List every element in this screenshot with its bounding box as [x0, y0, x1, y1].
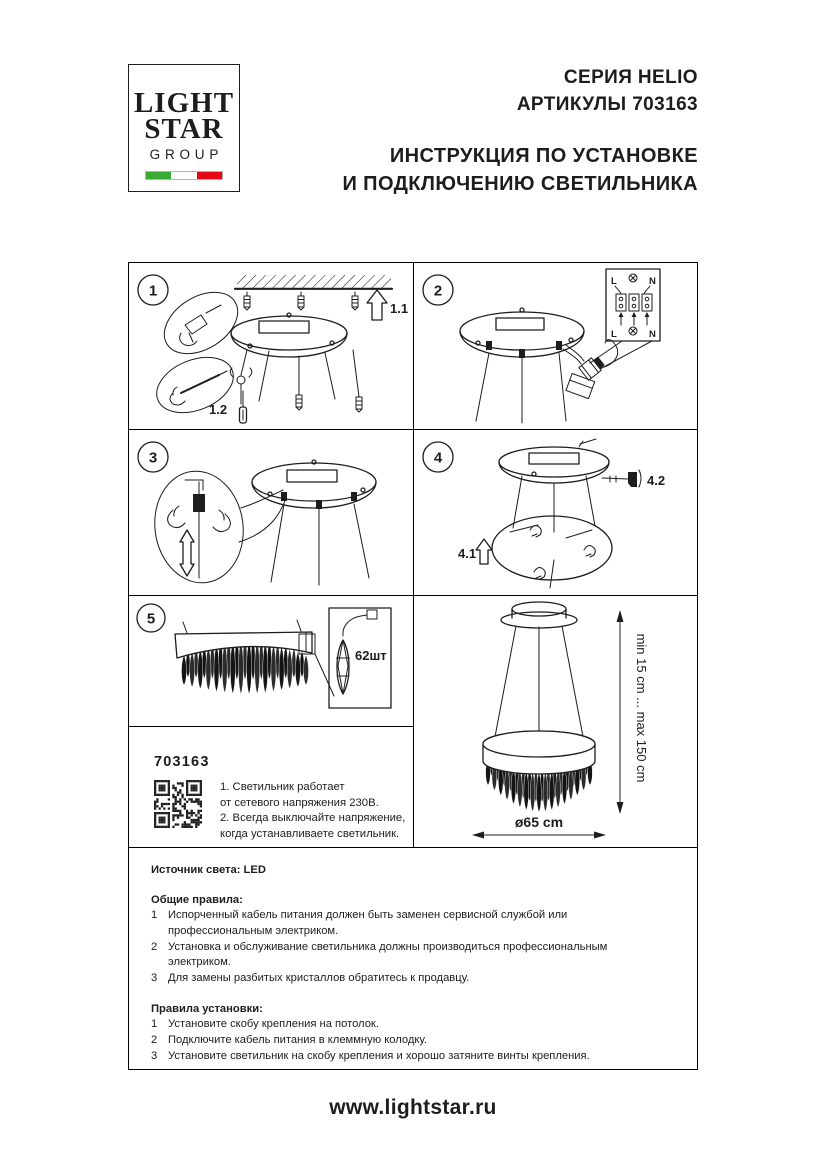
- earth-symbol-bottom: [629, 327, 637, 335]
- flag-red-segment: [197, 172, 222, 179]
- hand-icons: [530, 526, 595, 579]
- diameter-label: ø65 cm: [514, 814, 564, 830]
- articles-label: АРТИКУЛЫ 703163: [516, 94, 698, 115]
- terminal-connectors: [616, 294, 652, 311]
- lightstar-logo: [128, 64, 240, 192]
- label-1-1: 1.1: [390, 301, 409, 316]
- up-arrow-4-1: [458, 539, 492, 564]
- terminal-block-inset: [606, 269, 660, 341]
- logo-word-star: STAR: [144, 113, 224, 145]
- rule-text: Установка и обслуживание светильника должны производиться профессиональным электриком.: [168, 940, 608, 969]
- dimensions-panel: [414, 596, 697, 848]
- note-line: 2. Всегда выключайте напряжение,: [220, 812, 406, 825]
- wire-l-bottom: L: [611, 329, 617, 340]
- step-1-number: 1: [148, 282, 158, 300]
- step-3-diagram: [129, 430, 412, 594]
- note-line: когда устанавливаете светильник.: [220, 827, 400, 840]
- label-1-2: 1.2: [209, 402, 228, 417]
- rule-number: 2: [151, 1033, 158, 1046]
- rule-text: Для замены разбитых кристаллов обратитесь к продавцу.: [168, 972, 470, 985]
- step-5-diagram: [129, 596, 412, 725]
- step-5-number: 5: [146, 610, 156, 628]
- step-3-panel: [129, 430, 414, 596]
- section-heading: Общие правила:: [151, 894, 243, 906]
- wall-anchors: [244, 292, 358, 310]
- light-source-label: Источник света: LED: [151, 864, 266, 876]
- mounting-ring: [252, 460, 376, 508]
- ceiling-hatch: [235, 275, 392, 289]
- wire-n-bottom: N: [649, 329, 656, 340]
- rule-text: Подключите кабель питания в клеммную колодку.: [168, 1033, 427, 1046]
- label-4-2: 4.2: [647, 473, 666, 488]
- document-header: [342, 64, 698, 198]
- note-line: 1. Светильник работает: [220, 781, 345, 793]
- article-number: 703163: [154, 754, 210, 770]
- doc-title-line1: ИНСТРУКЦИЯ ПО УСТАНОВКЕ: [389, 145, 698, 167]
- mounting-ring: [231, 313, 347, 357]
- step-1-number-badge: [138, 275, 168, 305]
- italian-flag-bar: [145, 171, 223, 180]
- suspension-wires: [494, 626, 584, 742]
- power-cable-assembly: [563, 340, 652, 399]
- crystal-inset: [329, 608, 391, 708]
- rule-number: 3: [151, 1049, 158, 1062]
- wire-arrows: [619, 312, 650, 325]
- rules-panel: [129, 848, 697, 1069]
- ceiling-canopy: [501, 602, 577, 628]
- logo-word-group: GROUP: [149, 147, 224, 162]
- flag-green-segment: [146, 172, 171, 179]
- series-label: СЕРИЯ HELIO: [563, 67, 698, 88]
- step-4-panel: [414, 430, 697, 596]
- hanging-fasteners: [230, 350, 362, 412]
- rule-number: 2: [151, 940, 158, 953]
- height-dimension: [617, 610, 650, 814]
- instruction-table: [128, 262, 698, 1070]
- rule-item: [151, 1033, 673, 1049]
- rule-text: Установите светильник на скобу крепления и хорошо затяните винты крепления.: [168, 1049, 590, 1062]
- side-screw-4-2: [602, 470, 665, 488]
- rule-item: [151, 1049, 673, 1065]
- screwdriver-oval: [149, 347, 242, 423]
- step-1-diagram: [129, 263, 412, 428]
- rule-item: [151, 940, 673, 972]
- step-5-number-badge: [137, 604, 165, 632]
- rule-item: [151, 971, 673, 987]
- step-2-diagram: [414, 263, 695, 428]
- flag-white-segment: [171, 172, 196, 179]
- step-2-panel: [414, 263, 697, 430]
- step-2-number: 2: [433, 282, 443, 300]
- chandelier-body: [492, 516, 612, 588]
- section-installation-rules: [151, 1001, 673, 1064]
- wire-n-top: N: [649, 276, 656, 287]
- rule-item: [151, 1017, 673, 1033]
- suspension-height-label: min 15 cm ... max 150 cm: [634, 633, 649, 783]
- step-4-number: 4: [433, 449, 443, 467]
- note-line: от сетевого напряжения 230В.: [220, 796, 379, 809]
- footer-url: www.lightstar.ru: [329, 1096, 497, 1119]
- up-arrow-1-1: [367, 290, 408, 320]
- rule-number: 3: [151, 972, 158, 985]
- section-heading: Правила установки:: [151, 1002, 263, 1015]
- article-qr-panel: [129, 727, 414, 848]
- safety-notes: [220, 780, 405, 842]
- pendant-band: [483, 731, 595, 774]
- rule-text: Испорченный кабель питания должен быть заменен сервисной службой или профессиональным электриком.: [168, 909, 568, 937]
- logo-word-light: LIGHT: [133, 87, 235, 119]
- up-down-arrow: [180, 530, 194, 576]
- step-1-panel: [129, 263, 414, 430]
- step-4-diagram: [414, 430, 695, 594]
- step-3-number-badge: [138, 442, 168, 472]
- cable-adjuster-oval: [148, 465, 251, 588]
- step-2-number-badge: [423, 275, 453, 305]
- suspension-rods: [513, 476, 595, 532]
- rule-number: 1: [151, 909, 158, 921]
- rule-number: 1: [151, 1017, 158, 1030]
- diameter-dimension: [472, 814, 606, 839]
- section-general-rules: [151, 892, 673, 987]
- wire-l-top: L: [611, 276, 617, 287]
- crystal-count-label: 62шт: [355, 648, 387, 663]
- step-4-number-badge: [423, 442, 453, 472]
- step-3-number: 3: [148, 449, 158, 467]
- earth-symbol-top: [629, 274, 637, 282]
- doc-title-line2: И ПОДКЛЮЧЕНИЮ СВЕТИЛЬНИКА: [342, 173, 698, 195]
- rule-text: Установите скобу крепления на потолок.: [168, 1017, 379, 1030]
- rule-item: [151, 908, 673, 940]
- label-4-1: 4.1: [458, 546, 477, 561]
- qr-code: [154, 780, 202, 828]
- mounting-ring: [499, 439, 609, 483]
- pendant-dimension-diagram: [414, 596, 695, 846]
- step-5-panel: [129, 596, 414, 727]
